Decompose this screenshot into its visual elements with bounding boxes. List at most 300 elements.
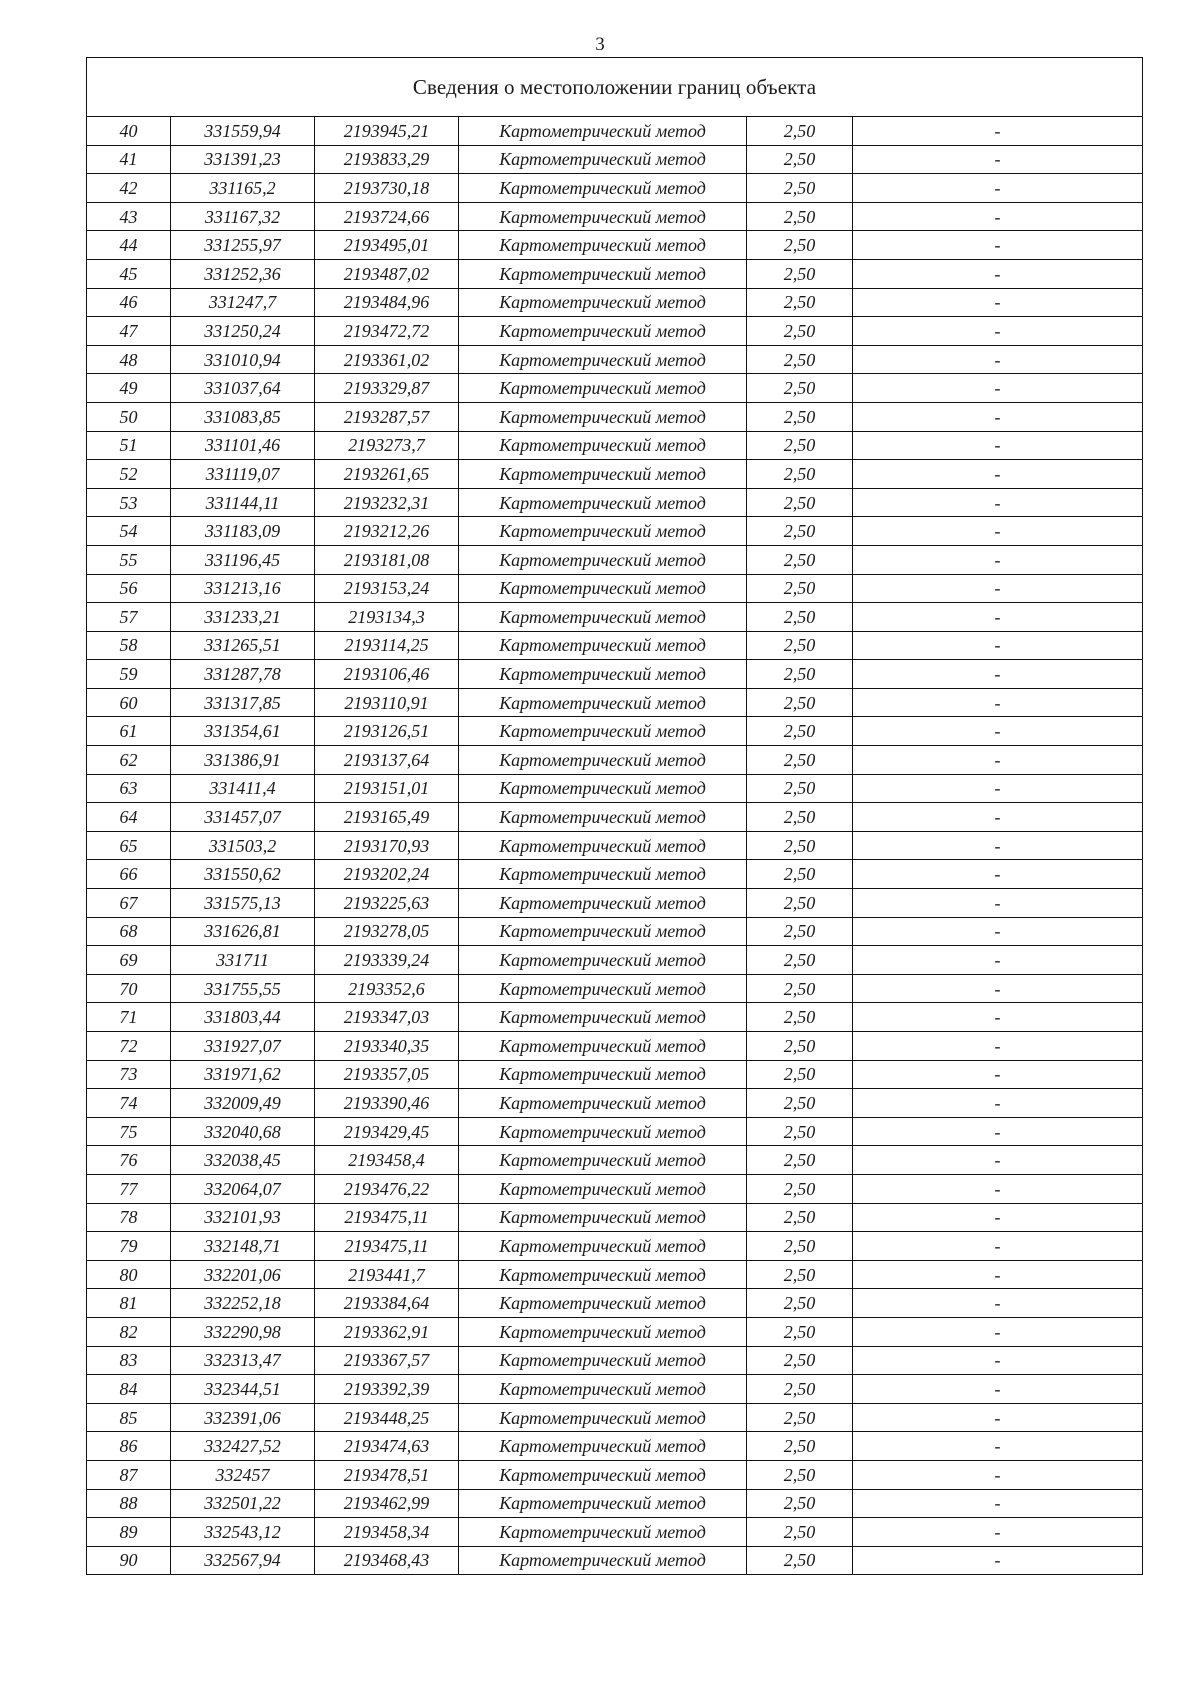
y-coordinate-cell: 2193134,3 [315,603,459,632]
table-row [87,288,1143,317]
point-number-cell: 80 [87,1260,171,1289]
description-cell: - [853,860,1143,889]
table-row [87,1489,1143,1518]
point-number-cell: 90 [87,1546,171,1575]
table-row [87,1203,1143,1232]
accuracy-cell: 2,50 [747,1174,853,1203]
point-number-cell: 71 [87,1003,171,1032]
table-row [87,717,1143,746]
table-row [87,259,1143,288]
x-coordinate-cell: 332101,93 [171,1203,315,1232]
x-coordinate-cell: 331083,85 [171,402,315,431]
boundary-table-container [86,57,1142,1575]
description-cell: - [853,1546,1143,1575]
method-cell: Картометрический метод [459,631,747,660]
method-cell: Картометрический метод [459,517,747,546]
y-coordinate-cell: 2193232,31 [315,488,459,517]
point-number-cell: 77 [87,1174,171,1203]
description-cell: - [853,889,1143,918]
table-row [87,946,1143,975]
method-cell: Картометрический метод [459,1174,747,1203]
table-row [87,1260,1143,1289]
accuracy-cell: 2,50 [747,1146,853,1175]
method-cell: Картометрический метод [459,259,747,288]
method-cell: Картометрический метод [459,831,747,860]
table-row [87,460,1143,489]
point-number-cell: 63 [87,774,171,803]
method-cell: Картометрический метод [459,202,747,231]
point-number-cell: 69 [87,946,171,975]
point-number-cell: 52 [87,460,171,489]
accuracy-cell: 2,50 [747,374,853,403]
description-cell: - [853,746,1143,775]
table-row [87,517,1143,546]
method-cell: Картометрический метод [459,1518,747,1547]
accuracy-cell: 2,50 [747,231,853,260]
y-coordinate-cell: 2193329,87 [315,374,459,403]
point-number-cell: 60 [87,688,171,717]
y-coordinate-cell: 2193462,99 [315,1489,459,1518]
y-coordinate-cell: 2193153,24 [315,574,459,603]
x-coordinate-cell: 331265,51 [171,631,315,660]
y-coordinate-cell: 2193339,24 [315,946,459,975]
accuracy-cell: 2,50 [747,603,853,632]
method-cell: Картометрический метод [459,803,747,832]
x-coordinate-cell: 331457,07 [171,803,315,832]
x-coordinate-cell: 331927,07 [171,1032,315,1061]
x-coordinate-cell: 331213,16 [171,574,315,603]
accuracy-cell: 2,50 [747,1289,853,1318]
description-cell: - [853,517,1143,546]
x-coordinate-cell: 332252,18 [171,1289,315,1318]
x-coordinate-cell: 331317,85 [171,688,315,717]
x-coordinate-cell: 332457 [171,1460,315,1489]
accuracy-cell: 2,50 [747,660,853,689]
point-number-cell: 89 [87,1518,171,1547]
accuracy-cell: 2,50 [747,1518,853,1547]
y-coordinate-cell: 2193458,4 [315,1146,459,1175]
y-coordinate-cell: 2193357,05 [315,1060,459,1089]
point-number-cell: 73 [87,1060,171,1089]
boundary-coordinates-table [86,57,1143,1575]
y-coordinate-cell: 2193441,7 [315,1260,459,1289]
accuracy-cell: 2,50 [747,889,853,918]
accuracy-cell: 2,50 [747,1117,853,1146]
accuracy-cell: 2,50 [747,1003,853,1032]
x-coordinate-cell: 331971,62 [171,1060,315,1089]
table-row [87,688,1143,717]
y-coordinate-cell: 2193170,93 [315,831,459,860]
table-row [87,831,1143,860]
description-cell: - [853,1346,1143,1375]
x-coordinate-cell: 331803,44 [171,1003,315,1032]
y-coordinate-cell: 2193476,22 [315,1174,459,1203]
table-row [87,1518,1143,1547]
table-row [87,117,1143,146]
y-coordinate-cell: 2193352,6 [315,974,459,1003]
description-cell: - [853,1403,1143,1432]
table-row [87,1003,1143,1032]
description-cell: - [853,946,1143,975]
description-cell: - [853,803,1143,832]
table-row [87,1174,1143,1203]
accuracy-cell: 2,50 [747,1060,853,1089]
method-cell: Картометрический метод [459,1546,747,1575]
x-coordinate-cell: 331037,64 [171,374,315,403]
description-cell: - [853,174,1143,203]
table-row [87,1117,1143,1146]
x-coordinate-cell: 332038,45 [171,1146,315,1175]
x-coordinate-cell: 332344,51 [171,1375,315,1404]
point-number-cell: 61 [87,717,171,746]
table-row [87,317,1143,346]
accuracy-cell: 2,50 [747,774,853,803]
method-cell: Картометрический метод [459,145,747,174]
point-number-cell: 55 [87,545,171,574]
point-number-cell: 47 [87,317,171,346]
method-cell: Картометрический метод [459,1489,747,1518]
point-number-cell: 45 [87,259,171,288]
description-cell: - [853,1460,1143,1489]
accuracy-cell: 2,50 [747,431,853,460]
table-row [87,202,1143,231]
point-number-cell: 51 [87,431,171,460]
description-cell: - [853,288,1143,317]
description-cell: - [853,1089,1143,1118]
point-number-cell: 76 [87,1146,171,1175]
table-row [87,1317,1143,1346]
x-coordinate-cell: 332391,06 [171,1403,315,1432]
y-coordinate-cell: 2193484,96 [315,288,459,317]
table-row [87,545,1143,574]
y-coordinate-cell: 2193273,7 [315,431,459,460]
x-coordinate-cell: 332009,49 [171,1089,315,1118]
accuracy-cell: 2,50 [747,402,853,431]
y-coordinate-cell: 2193474,63 [315,1432,459,1461]
table-row [87,345,1143,374]
accuracy-cell: 2,50 [747,1403,853,1432]
method-cell: Картометрический метод [459,1375,747,1404]
x-coordinate-cell: 331711 [171,946,315,975]
point-number-cell: 59 [87,660,171,689]
method-cell: Картометрический метод [459,1432,747,1461]
table-header-row [87,58,1143,117]
method-cell: Картометрический метод [459,117,747,146]
accuracy-cell: 2,50 [747,488,853,517]
x-coordinate-cell: 332567,94 [171,1546,315,1575]
y-coordinate-cell: 2193472,72 [315,317,459,346]
method-cell: Картометрический метод [459,431,747,460]
description-cell: - [853,402,1143,431]
method-cell: Картометрический метод [459,1203,747,1232]
y-coordinate-cell: 2193225,63 [315,889,459,918]
method-cell: Картометрический метод [459,317,747,346]
table-row [87,603,1143,632]
table-row [87,774,1143,803]
point-number-cell: 75 [87,1117,171,1146]
point-number-cell: 87 [87,1460,171,1489]
description-cell: - [853,460,1143,489]
description-cell: - [853,1489,1143,1518]
y-coordinate-cell: 2193126,51 [315,717,459,746]
x-coordinate-cell: 331196,45 [171,545,315,574]
table-row [87,974,1143,1003]
method-cell: Картометрический метод [459,1232,747,1261]
y-coordinate-cell: 2193110,91 [315,688,459,717]
table-row [87,431,1143,460]
table-row [87,145,1143,174]
method-cell: Картометрический метод [459,402,747,431]
table-body [87,117,1143,1575]
point-number-cell: 48 [87,345,171,374]
point-number-cell: 44 [87,231,171,260]
description-cell: - [853,345,1143,374]
x-coordinate-cell: 332313,47 [171,1346,315,1375]
point-number-cell: 74 [87,1089,171,1118]
x-coordinate-cell: 331101,46 [171,431,315,460]
x-coordinate-cell: 331626,81 [171,917,315,946]
method-cell: Картометрический метод [459,1003,747,1032]
point-number-cell: 79 [87,1232,171,1261]
description-cell: - [853,231,1143,260]
point-number-cell: 46 [87,288,171,317]
y-coordinate-cell: 2193945,21 [315,117,459,146]
description-cell: - [853,717,1143,746]
accuracy-cell: 2,50 [747,1460,853,1489]
description-cell: - [853,1146,1143,1175]
description-cell: - [853,774,1143,803]
accuracy-cell: 2,50 [747,1032,853,1061]
point-number-cell: 56 [87,574,171,603]
method-cell: Картометрический метод [459,1089,747,1118]
description-cell: - [853,431,1143,460]
accuracy-cell: 2,50 [747,517,853,546]
y-coordinate-cell: 2193202,24 [315,860,459,889]
x-coordinate-cell: 331233,21 [171,603,315,632]
table-row [87,1460,1143,1489]
table-row [87,1232,1143,1261]
y-coordinate-cell: 2193181,08 [315,545,459,574]
table-row [87,889,1143,918]
point-number-cell: 64 [87,803,171,832]
method-cell: Картометрический метод [459,1460,747,1489]
point-number-cell: 70 [87,974,171,1003]
x-coordinate-cell: 331386,91 [171,746,315,775]
method-cell: Картометрический метод [459,746,747,775]
description-cell: - [853,488,1143,517]
point-number-cell: 84 [87,1375,171,1404]
point-number-cell: 50 [87,402,171,431]
y-coordinate-cell: 2193448,25 [315,1403,459,1432]
method-cell: Картометрический метод [459,1317,747,1346]
accuracy-cell: 2,50 [747,574,853,603]
y-coordinate-cell: 2193724,66 [315,202,459,231]
accuracy-cell: 2,50 [747,1089,853,1118]
point-number-cell: 65 [87,831,171,860]
description-cell: - [853,202,1143,231]
x-coordinate-cell: 331391,23 [171,145,315,174]
description-cell: - [853,688,1143,717]
table-row [87,746,1143,775]
table-row [87,631,1143,660]
y-coordinate-cell: 2193730,18 [315,174,459,203]
x-coordinate-cell: 331550,62 [171,860,315,889]
description-cell: - [853,603,1143,632]
method-cell: Картометрический метод [459,917,747,946]
point-number-cell: 66 [87,860,171,889]
accuracy-cell: 2,50 [747,831,853,860]
x-coordinate-cell: 331144,11 [171,488,315,517]
x-coordinate-cell: 332501,22 [171,1489,315,1518]
x-coordinate-cell: 332427,52 [171,1432,315,1461]
point-number-cell: 58 [87,631,171,660]
y-coordinate-cell: 2193151,01 [315,774,459,803]
y-coordinate-cell: 2193468,43 [315,1546,459,1575]
table-row [87,660,1143,689]
method-cell: Картометрический метод [459,1346,747,1375]
point-number-cell: 53 [87,488,171,517]
point-number-cell: 68 [87,917,171,946]
method-cell: Картометрический метод [459,1289,747,1318]
accuracy-cell: 2,50 [747,631,853,660]
method-cell: Картометрический метод [459,1403,747,1432]
y-coordinate-cell: 2193384,64 [315,1289,459,1318]
point-number-cell: 78 [87,1203,171,1232]
method-cell: Картометрический метод [459,1146,747,1175]
method-cell: Картометрический метод [459,545,747,574]
accuracy-cell: 2,50 [747,545,853,574]
method-cell: Картометрический метод [459,574,747,603]
description-cell: - [853,1289,1143,1318]
accuracy-cell: 2,50 [747,1346,853,1375]
x-coordinate-cell: 332148,71 [171,1232,315,1261]
description-cell: - [853,374,1143,403]
x-coordinate-cell: 331255,97 [171,231,315,260]
x-coordinate-cell: 331250,24 [171,317,315,346]
x-coordinate-cell: 331165,2 [171,174,315,203]
point-number-cell: 43 [87,202,171,231]
accuracy-cell: 2,50 [747,974,853,1003]
method-cell: Картометрический метод [459,1117,747,1146]
description-cell: - [853,574,1143,603]
y-coordinate-cell: 2193137,64 [315,746,459,775]
y-coordinate-cell: 2193361,02 [315,345,459,374]
accuracy-cell: 2,50 [747,117,853,146]
y-coordinate-cell: 2193362,91 [315,1317,459,1346]
accuracy-cell: 2,50 [747,1375,853,1404]
description-cell: - [853,917,1143,946]
description-cell: - [853,317,1143,346]
method-cell: Картометрический метод [459,345,747,374]
method-cell: Картометрический метод [459,460,747,489]
accuracy-cell: 2,50 [747,1260,853,1289]
method-cell: Картометрический метод [459,231,747,260]
accuracy-cell: 2,50 [747,1489,853,1518]
x-coordinate-cell: 331559,94 [171,117,315,146]
point-number-cell: 86 [87,1432,171,1461]
y-coordinate-cell: 2193833,29 [315,145,459,174]
table-row [87,917,1143,946]
y-coordinate-cell: 2193106,46 [315,660,459,689]
method-cell: Картометрический метод [459,860,747,889]
description-cell: - [853,1232,1143,1261]
table-row [87,1032,1143,1061]
table-row [87,1060,1143,1089]
table-row [87,374,1143,403]
table-row [87,1375,1143,1404]
description-cell: - [853,631,1143,660]
method-cell: Картометрический метод [459,889,747,918]
point-number-cell: 85 [87,1403,171,1432]
point-number-cell: 83 [87,1346,171,1375]
point-number-cell: 67 [87,889,171,918]
table-row [87,860,1143,889]
accuracy-cell: 2,50 [747,460,853,489]
table-title: Сведения о местоположении границ объекта [87,58,1143,117]
table-row [87,1546,1143,1575]
accuracy-cell: 2,50 [747,317,853,346]
description-cell: - [853,1117,1143,1146]
table-row [87,402,1143,431]
method-cell: Картометрический метод [459,717,747,746]
point-number-cell: 40 [87,117,171,146]
accuracy-cell: 2,50 [747,259,853,288]
description-cell: - [853,1432,1143,1461]
method-cell: Картометрический метод [459,488,747,517]
x-coordinate-cell: 331411,4 [171,774,315,803]
y-coordinate-cell: 2193475,11 [315,1232,459,1261]
x-coordinate-cell: 331503,2 [171,831,315,860]
table-row [87,803,1143,832]
page-number: 3 [595,34,605,55]
x-coordinate-cell: 332543,12 [171,1518,315,1547]
method-cell: Картометрический метод [459,374,747,403]
table-row [87,1089,1143,1118]
table-row [87,574,1143,603]
description-cell: - [853,660,1143,689]
point-number-cell: 82 [87,1317,171,1346]
description-cell: - [853,1260,1143,1289]
y-coordinate-cell: 2193390,46 [315,1089,459,1118]
table-row [87,1289,1143,1318]
accuracy-cell: 2,50 [747,917,853,946]
description-cell: - [853,545,1143,574]
x-coordinate-cell: 331183,09 [171,517,315,546]
description-cell: - [853,145,1143,174]
table-row [87,174,1143,203]
x-coordinate-cell: 332064,07 [171,1174,315,1203]
description-cell: - [853,831,1143,860]
method-cell: Картометрический метод [459,288,747,317]
point-number-cell: 81 [87,1289,171,1318]
y-coordinate-cell: 2193114,25 [315,631,459,660]
description-cell: - [853,259,1143,288]
accuracy-cell: 2,50 [747,1546,853,1575]
x-coordinate-cell: 332201,06 [171,1260,315,1289]
table-row [87,1146,1143,1175]
method-cell: Картометрический метод [459,660,747,689]
point-number-cell: 57 [87,603,171,632]
accuracy-cell: 2,50 [747,746,853,775]
y-coordinate-cell: 2193478,51 [315,1460,459,1489]
point-number-cell: 62 [87,746,171,775]
y-coordinate-cell: 2193165,49 [315,803,459,832]
point-number-cell: 72 [87,1032,171,1061]
description-cell: - [853,1375,1143,1404]
x-coordinate-cell: 332290,98 [171,1317,315,1346]
description-cell: - [853,1518,1143,1547]
accuracy-cell: 2,50 [747,803,853,832]
